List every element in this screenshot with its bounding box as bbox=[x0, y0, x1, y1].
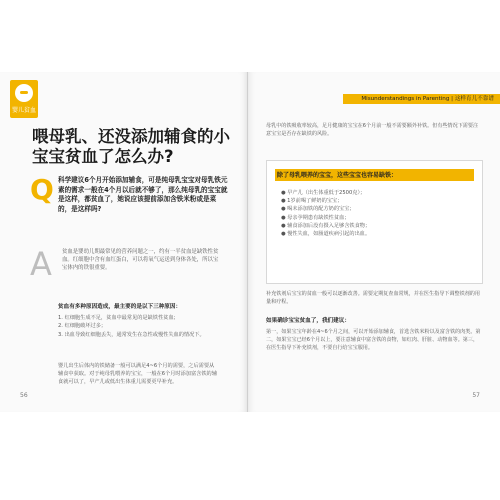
running-header: Misunderstandings in Parenting | 这样育儿不靠谱 bbox=[361, 96, 494, 102]
intro-text: 母乳中的铁吸收率较高，足月健康的宝宝在6个月前一般不需要额外补铁。但有些情况下需要注意宝宝是否存在缺铁的风险。 bbox=[266, 123, 479, 138]
list-item: 1. 红细胞生成不足，贫血中最常见的是缺铁性贫血； bbox=[58, 315, 179, 321]
section-badge bbox=[10, 80, 38, 118]
badge-label: 婴儿贫血 bbox=[11, 107, 36, 114]
question-letter: Q bbox=[30, 173, 54, 206]
list-item: ● 喝未添加铁的配方奶的宝宝； bbox=[281, 206, 355, 213]
mid-text: 补充铁剂后宝宝的贫血一般可以逐渐改善。需要定期复查血常规，并在医生指导下调整铁剂的用量和疗程。 bbox=[266, 291, 480, 305]
answer-letter: A bbox=[30, 245, 52, 283]
answer-text: 贫血是婴幼儿期最常见的营养问题之一，约有一半贫血是缺铁性贫血。红细胞中含有血红蛋白，可以将氧气运送到身体各处，所以宝宝体内的铁很重要。 bbox=[62, 249, 219, 271]
info-box-list bbox=[281, 189, 471, 238]
baby-face-icon bbox=[15, 84, 33, 102]
list-item: 3. 出血导致红细胞丢失，通常发生在急性或慢性失血的情况下。 bbox=[58, 331, 205, 338]
page-number: 56 bbox=[20, 392, 28, 399]
list-item: 2. 红细胞破坏过多； bbox=[58, 323, 107, 330]
page-number: 57 bbox=[472, 392, 480, 399]
right-page bbox=[248, 72, 500, 412]
info-box-title: 除了母乳喂养的宝宝，这些宝宝也容易缺铁： bbox=[277, 172, 398, 179]
advice-subtitle: 如果确诊宝宝贫血了，我们建议： bbox=[266, 318, 350, 324]
list-item: ● 母亲孕期患有缺铁性贫血； bbox=[281, 214, 350, 221]
reasons-title: 贫血有多种原因造成，最主要的是以下三种原因： bbox=[58, 304, 182, 310]
info-box bbox=[266, 160, 483, 284]
list-item: ● 1岁前喝了鲜奶的宝宝； bbox=[281, 198, 343, 205]
page-title: 喂母乳、还没添加辅食的小宝宝贫血了怎么办? bbox=[32, 127, 230, 166]
left-page bbox=[0, 72, 248, 412]
reasons-list bbox=[58, 314, 218, 339]
list-item: ● 早产儿（出生体重低于2500克）； bbox=[281, 190, 366, 196]
list-item: ● 慢性失血，如肠道疾病引起的出血。 bbox=[281, 231, 371, 238]
advice-body: 第一，如果宝宝年龄在4~6个月之间，可以开始添加辅食，首选含铁米粉以及富含铁的肉类。第二，如果宝宝已经6个月以上，要注意辅食中富含铁的食物，如红肉、肝脏、动物血等。第三，在医生指导下补充铁剂，不要自行给宝宝服用。 bbox=[266, 329, 481, 351]
question-text: 科学建议6个月开始添加辅食，可是纯母乳宝宝对母乳铁元素的需求一般在4个月以后就不够了，那么纯母乳的宝宝就是这样，都贫血了，她说应该提前添加含铁米粉或是菜的，是这样吗? bbox=[58, 176, 228, 213]
book-spread bbox=[0, 72, 500, 412]
list-item: ● 辅食添加后没有摄入足够含铁食物； bbox=[281, 222, 371, 229]
tail-text: 婴儿出生后体内的铁储备一般可以满足4~6个月的需要，之后需要从辅食中获取。对于纯母乳喂养的宝宝，一般在6个月时添加富含铁的辅食就可以了，早产儿或低出生体重儿需要更早补充。 bbox=[58, 363, 217, 385]
